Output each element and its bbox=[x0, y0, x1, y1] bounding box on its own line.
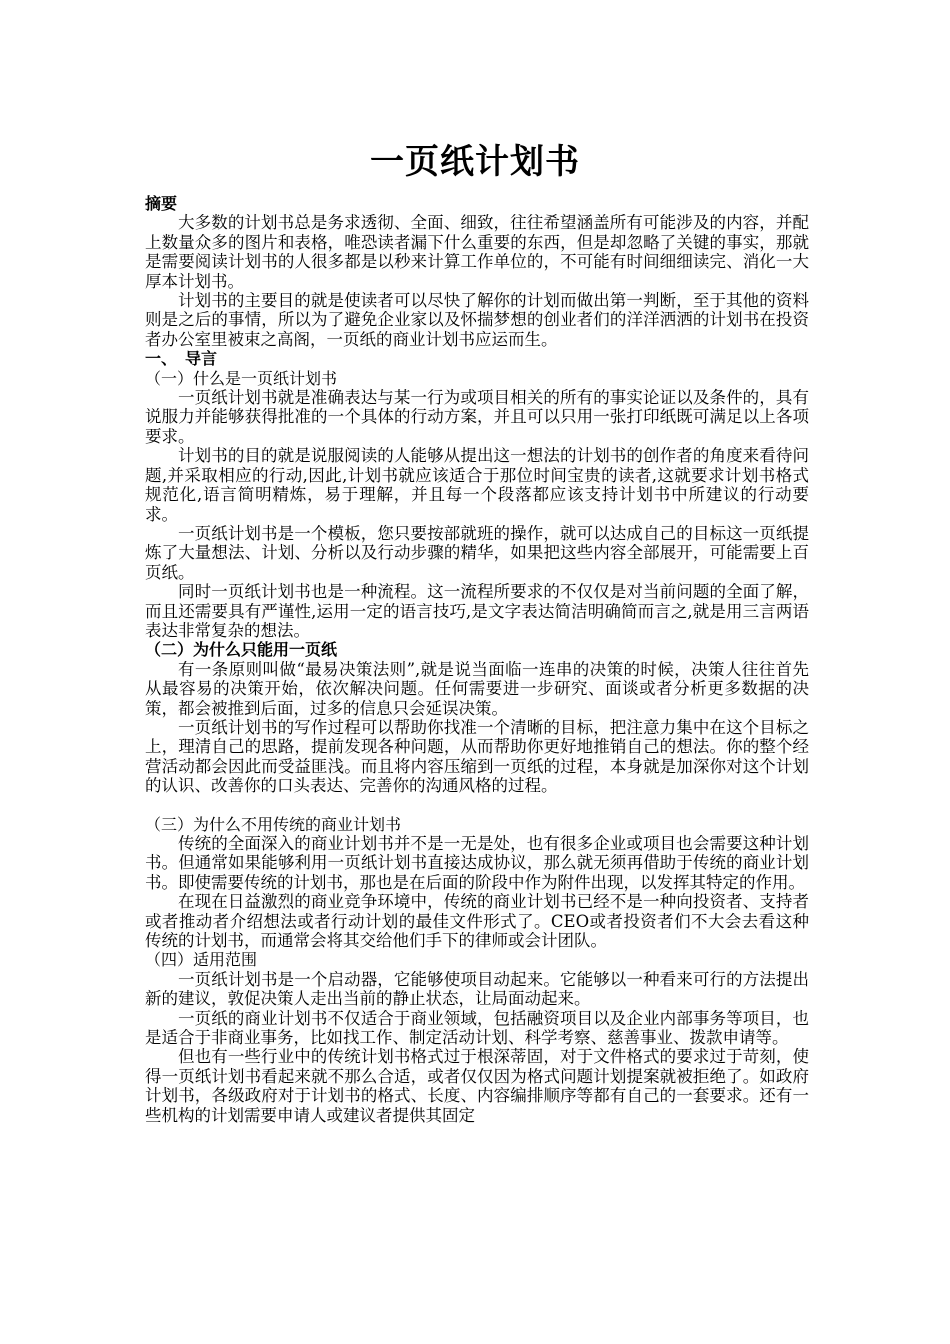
abstract-paragraph-2: 计划书的主要目的就是使读者可以尽快了解你的计划而做出第一判断，至于其他的资料则是之后的事情，所以为了避免企业家以及怀揣梦想的创业者们的洋洋洒洒的计划书在投资者办公室里被束之高阁，一页纸的商业计划书应运而生。 bbox=[145, 291, 809, 349]
subsection-3-paragraph-2: 在现在日益激烈的商业竞争环境中，传统的商业计划书已经不是一种向投资者、支持者或者推动者介绍想法或者行动计划的最佳文件形式了。CEO或者投资者们不大会去看这种传统的计划书，而通常会将其交给他们手下的律师或会计团队。 bbox=[145, 892, 809, 951]
subsection-4-paragraph-1: 一页纸计划书是一个启动器，它能够使项目动起来。它能够以一种看来可行的方法提出新的建议，敦促决策人走出当前的静止状态，让局面动起来。 bbox=[145, 969, 809, 1009]
section-1-heading: 一、 导言 bbox=[145, 349, 218, 369]
subsection-4-paragraph-2: 一页纸的商业计划书不仅适合于商业领域，包括融资项目以及企业内部事务等项目，也是适合于非商业事务，比如找工作、制定活动计划、科学考察、慈善事业、拨款申请等。 bbox=[145, 1008, 809, 1048]
subsection-3-heading: （三）为什么不用传统的商业计划书 bbox=[145, 814, 402, 834]
subsection-4-paragraph-3: 但也有一些行业中的传统计划书格式过于根深蒂固，对于文件格式的要求过于苛刻，使得一页纸计划书看起来就不那么合适，或者仅仅因为格式问题计划提案就被拒绝了。如政府计划书，各级政府对于计划书的格式、长度、内容编排顺序等都有自己的一套要求。还有一些机构的计划需要申请人或建议者提供其固定 bbox=[145, 1047, 809, 1125]
subsection-2-heading: （二）为什么只能用一页纸 bbox=[145, 640, 338, 660]
subsection-4-heading: （四）适用范围 bbox=[145, 950, 258, 970]
abstract-heading: 摘要 bbox=[145, 194, 178, 213]
subsection-1-paragraph-3: 一页纸计划书是一个模板，您只要按部就班的操作，就可以达成自己的目标这一页纸提炼了大量想法、计划、分析以及行动步骤的精华，如果把这些内容全部展开，可能需要上百页纸。 bbox=[145, 523, 809, 582]
subsection-3-paragraph-1: 传统的全面深入的商业计划书并不是一无是处，也有很多企业或项目也会需要这种计划书。但通常如果能够利用一页纸计划书直接达成协议，那么就无须再借助于传统的商业计划书。即使需要传统的计划书，那也是在后面的阶段中作为附件出现，以发挥其特定的作用。 bbox=[145, 834, 809, 892]
paragraph-gap bbox=[145, 796, 809, 815]
subsection-2-paragraph-2: 一页纸计划书的写作过程可以帮助你找准一个清晰的目标，把注意力集中在这个目标之上，理清自己的思路，提前发现各种问题，从而帮助你更好地推销自己的想法。你的整个经营活动都会因此而受益匪浅。而且将内容压缩到一页纸的过程，本身就是加深你对这个计划的认识、改善你的口头表达、完善你的沟通风格的过程。 bbox=[145, 717, 809, 796]
subsection-1-paragraph-1: 一页纸计划书就是准确表达与某一行为或项目相关的所有的事实论证以及条件的，具有说服力并能够获得批准的一个具体的行动方案，并且可以只用一张打印纸既可满足以上各项要求。 bbox=[145, 388, 809, 446]
document-title: 一页纸计划书 bbox=[370, 142, 580, 182]
subsection-1-paragraph-4: 同时一页纸计划书也是一种流程。这一流程所要求的不仅仅是对当前问题的全面了解，而且还需要具有严谨性,运用一定的语言技巧,是文字表达简洁明确简而言之,就是用三言两语表达非常复杂的想法。 bbox=[145, 582, 809, 640]
subsection-2-paragraph-1: 有一条原则叫做“最易决策法则”,就是说当面临一连串的决策的时候，决策人往往首先从最容易的决策开始，依次解决问题。任何需要进一步研究、面谈或者分析更多数据的决策，都会被推到后面，过多的信息只会延误决策。 bbox=[145, 659, 809, 718]
subsection-1-heading: （一）什么是一页纸计划书 bbox=[145, 368, 338, 388]
document-body bbox=[145, 194, 809, 1125]
subsection-1-paragraph-2: 计划书的目的就是说服阅读的人能够从提出这一想法的计划书的创作者的角度来看待问题,并采取相应的行动,因此,计划书就应该适合于那位时间宝贵的读者,这就要求计划书格式规范化,语言简明精炼，易于理解，并且每一个段落都应该支持计划书中所建议的行动要求。 bbox=[145, 446, 809, 524]
abstract-paragraph-1: 大多数的计划书总是务求透彻、全面、细致，往往希望涵盖所有可能涉及的内容，并配上数量众多的图片和表格，唯恐读者漏下什么重要的东西，但是却忽略了关键的事实，那就是需要阅读计划书的人很多都是以秒来计算工作单位的，不可能有时间细细读完、消化一大厚本计划书。 bbox=[145, 213, 809, 291]
